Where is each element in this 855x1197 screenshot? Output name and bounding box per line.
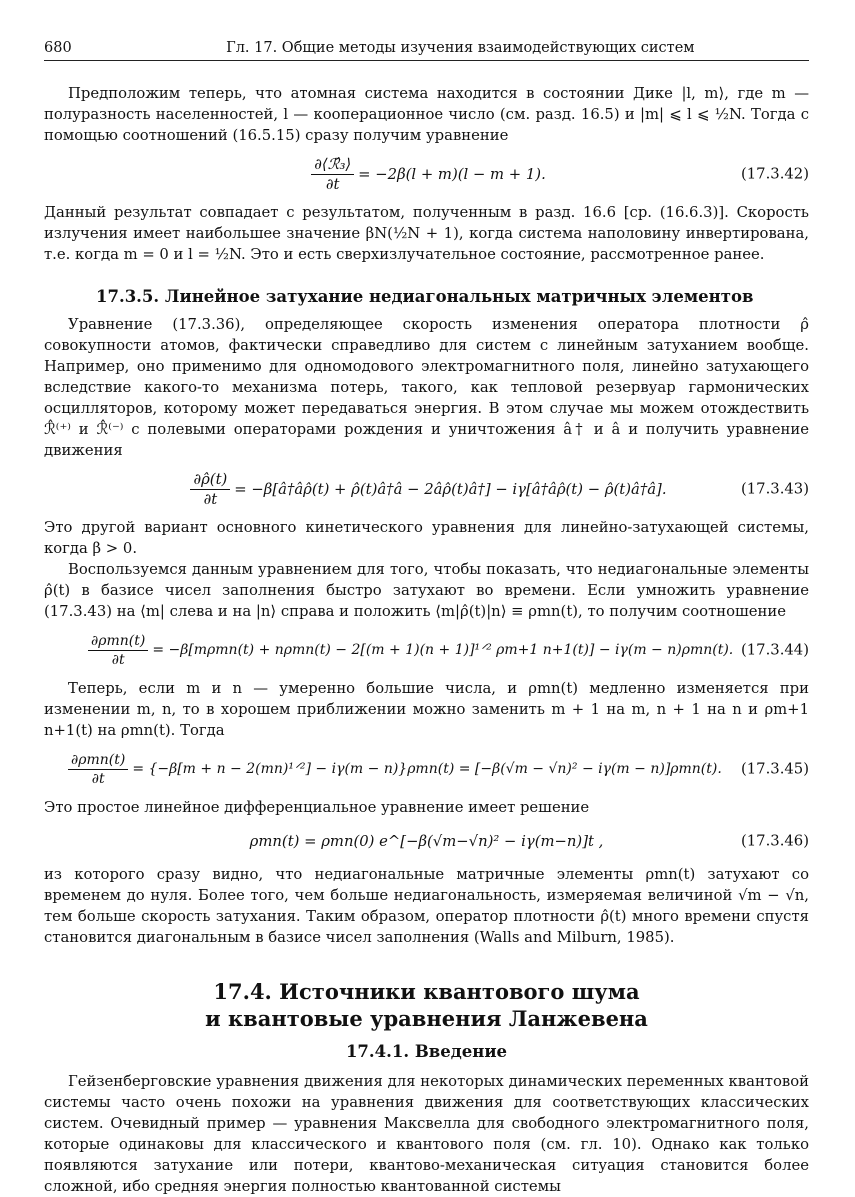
equation-17-3-43 [44, 469, 809, 509]
paragraph: Теперь, если m и n — умеренно большие числа, и ρmn(t) медленно изменяется при изменении m, n, то в хорошем приближении можно заменить m + 1 на m, n + 1 на n и ρm+1 n+1(t) на ρmn(t). Тогда [44, 680, 809, 739]
fraction [190, 471, 230, 508]
equation-number: (17.3.45) [740, 760, 809, 778]
equation-number: (17.3.42) [740, 165, 809, 183]
paragraph: Это простое линейное дифференциальное уравнение имеет решение [44, 799, 590, 816]
section-heading: 17.3.5. Линейное затухание недиагональных матричных элементов [96, 287, 754, 306]
running-head [44, 40, 809, 61]
equation-rhs: = {−β[m + n − 2(mn)¹ᐟ²] − iγ(m − n)}ρmn(t) = [−β(√m − √n)² − iγ(m − n)]ρmn(t). [132, 761, 722, 777]
equation-number: (17.3.44) [740, 641, 809, 659]
chapter-section-heading-line1: 17.4. Источники квантового шума [213, 979, 640, 1004]
fraction [88, 633, 148, 668]
equation-17-3-46 [44, 826, 809, 856]
fraction-denominator: ∂t [91, 770, 105, 787]
equation-body: ρmn(t) = ρmn(0) e^[−β(√m−√n)² − iγ(m−n)]t , [249, 832, 604, 850]
equation-rhs: = −β[mρmn(t) + nρmn(t) − 2[(m + 1)(n + 1)]¹ᐟ² ρm+1 n+1(t)] − iγ(m − n)ρmn(t). [152, 642, 734, 658]
fraction-denominator: ∂t [111, 651, 125, 668]
equation-number: (17.3.46) [740, 832, 809, 850]
fraction [311, 156, 354, 193]
fraction [68, 752, 128, 787]
paragraph: Данный результат совпадает с результатом, полученным в разд. 16.6 [ср. (16.6.3)]. Скорость излучения имеет наибольшее значение βN(½N + 1), когда система наполовину инвертирована, т.е. когда m = 0 и l = ½N. Это и есть сверхизлучательное состояние, рассмотренное ранее. [44, 204, 809, 263]
chapter-section-heading-line2: и квантовые уравнения Ланжевена [205, 1006, 648, 1031]
fraction-numerator: ∂ρmn(t) [88, 633, 148, 651]
paragraph: Это другой вариант основного кинетического уравнения для линейно-затухающей системы, когда β > 0. [44, 519, 809, 557]
paragraph: из которого сразу видно, что недиагональные матричные элементы ρmn(t) затухают со временем до нуля. Более того, чем больше недиагональность, измеряемая величиной √m − √n, тем больше скорость затухания. Таким образом, оператор плотности ρ̂(t) много времени спустя становится диагональным в базисе чисел заполнения (Walls and Milburn, 1985). [44, 866, 809, 946]
paragraph: Уравнение (17.3.36), определяющее скорость изменения оператора плотности ρ̂ совокупности атомов, фактически справедливо для систем с линейным затуханием вообще. Например, оно применимо для одномодового электромагнитного поля, линейно затухающего вследствие какого-то механизма потерь, такого, как тепловой резервуар гармонических осцилляторов, которому может передаваться энергия. В этом случае мы можем отождествить ℛ̂⁽⁺⁾ и ℛ̂⁽⁻⁾ с полевыми операторами рождения и уничтожения â† и â и получить уравнение движения [44, 316, 809, 459]
fraction-denominator: ∂t [203, 490, 218, 508]
fraction-denominator: ∂t [325, 175, 340, 193]
paragraph: Гейзенберговские уравнения движения для некоторых динамических переменных квантовой системы часто очень похожи на уравнения движения для соответствующих классических систем. Очевидный пример — уравнения Максвелла для свободного электромагнитного поля, которые одинаковы для классического и квантового поля (см. гл. 10). Однако как только появляются затухание или потери, квантово-механическая ситуация становится более сложной, ибо средняя энергия полностью квантованной системы [44, 1073, 809, 1195]
fraction-numerator: ∂⟨ℛ̂₃⟩ [311, 156, 354, 175]
fraction-numerator: ∂ρ̂(t) [190, 471, 230, 490]
equation-17-3-44 [44, 630, 809, 670]
fraction-numerator: ∂ρmn(t) [68, 752, 128, 770]
equation-number: (17.3.43) [740, 480, 809, 498]
paragraph: Воспользуемся данным уравнением для того, чтобы показать, что недиагональные элементы ρ̂(t) в базисе чисел заполнения быстро затухают во времени. Если умножить уравнение (17.3.43) на ⟨m| слева и на |n⟩ справа и положить ⟨m|ρ̂(t)|n⟩ ≡ ρmn(t), то получим соотношение [44, 561, 809, 620]
page-number: 680 [44, 40, 72, 56]
paragraph: Предположим теперь, что атомная система находится в состоянии Дике |l, m⟩, где m — полуразность населенностей, l — кооперационное число (см. разд. 16.5) и |m| ⩽ l ⩽ ½N. Тогда с помощью соотношений (16.5.15) сразу получим уравнение [44, 85, 809, 144]
chapter-title: Гл. 17. Общие методы изучения взаимодействующих систем [226, 40, 695, 56]
chapter-section-heading [44, 978, 809, 1032]
page [44, 40, 809, 1197]
equation-rhs: = −2β(l + m)(l − m + 1). [358, 165, 546, 183]
equation-17-3-42 [44, 154, 809, 194]
equation-rhs: = −β[â†âρ̂(t) + ρ̂(t)â†â − 2âρ̂(t)â†] − iγ[â†âρ̂(t) − ρ̂(t)â†â]. [234, 480, 667, 498]
equation-17-3-45 [44, 749, 809, 789]
subsection-heading: 17.4.1. Введение [345, 1042, 508, 1061]
